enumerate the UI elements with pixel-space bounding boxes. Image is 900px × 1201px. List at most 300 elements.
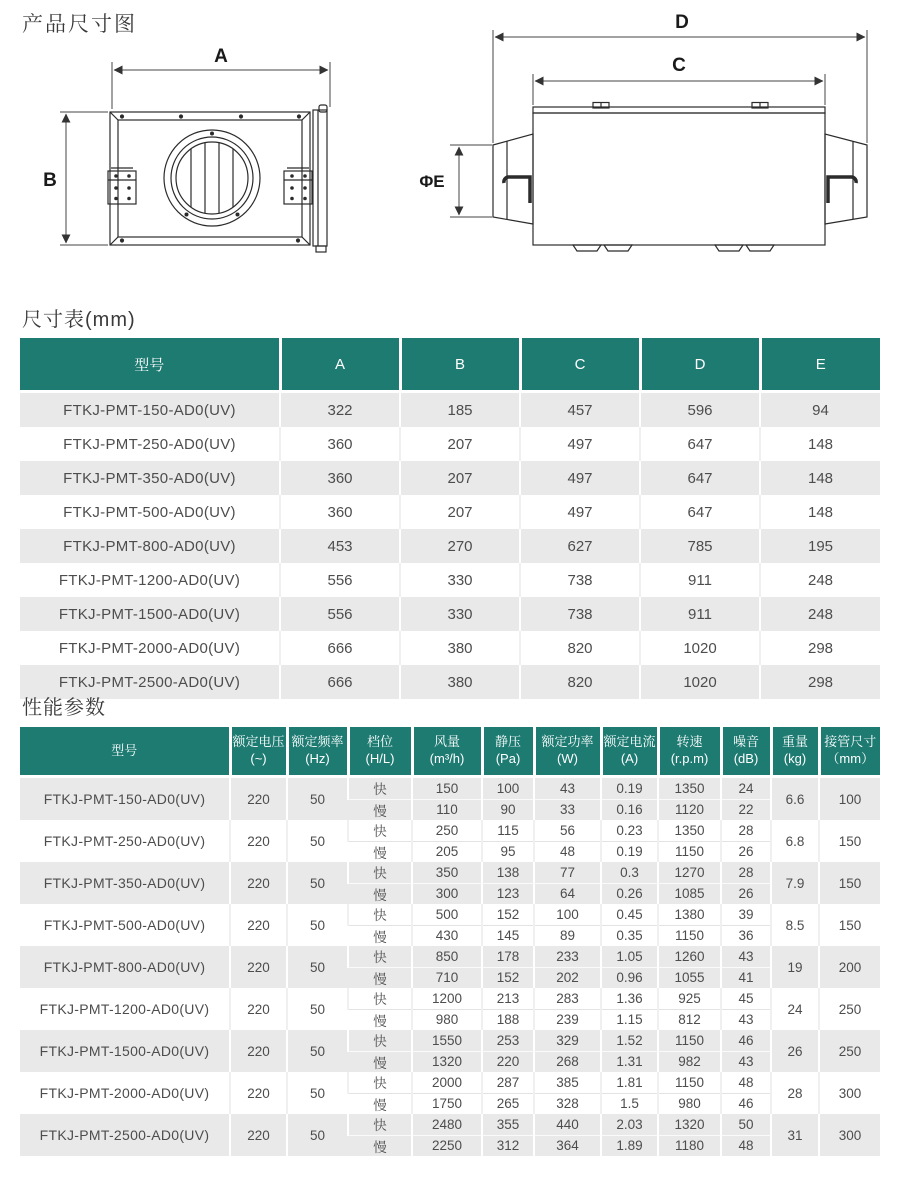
perf-value-cell: 980 <box>658 1093 721 1114</box>
perf-value-cell: 43 <box>534 777 601 800</box>
perf-weight-cell: 6.6 <box>771 777 819 821</box>
perf-frequency-cell: 50 <box>287 1030 348 1072</box>
perf-value-cell: 239 <box>534 1009 601 1030</box>
perf-column-unit: (kg) <box>783 751 807 766</box>
perf-gear-fast-cell: 快 <box>348 862 412 883</box>
perf-value-cell: 188 <box>482 1009 534 1030</box>
perf-column-unit: (H/L) <box>365 751 395 766</box>
page-title: 产品尺寸图 <box>22 13 137 36</box>
perf-value-cell: 1270 <box>658 862 721 883</box>
dim-value-cell: 207 <box>400 495 520 529</box>
dim-value-cell: 207 <box>400 461 520 495</box>
perf-value-cell: 41 <box>721 967 771 988</box>
dim-table-row <box>20 563 880 597</box>
perf-value-cell: 385 <box>534 1072 601 1093</box>
dim-table-row <box>20 631 880 665</box>
dim-table-row <box>20 392 880 428</box>
perf-table-row-fast <box>20 988 880 1009</box>
perf-frequency-cell: 50 <box>287 862 348 904</box>
dim-table-row <box>20 495 880 529</box>
perf-gear-fast-cell: 快 <box>348 904 412 925</box>
performance-section-title: 性能参数 <box>22 697 106 719</box>
perf-value-cell: 110 <box>412 799 482 820</box>
perf-column-unit: (~) <box>250 751 267 766</box>
dim-value-cell: 270 <box>400 529 520 563</box>
perf-value-cell: 980 <box>412 1009 482 1030</box>
dim-table-row <box>20 665 880 699</box>
front-view-drawing <box>108 105 327 252</box>
perf-duct-size-cell: 250 <box>819 1030 880 1072</box>
perf-column-title: 额定功率 <box>541 734 594 750</box>
perf-weight-cell: 19 <box>771 946 819 988</box>
perf-value-cell: 300 <box>412 883 482 904</box>
perf-gear-slow-cell: 慢 <box>348 1135 412 1156</box>
dim-value-cell: 596 <box>640 392 760 428</box>
perf-weight-cell: 7.9 <box>771 862 819 904</box>
dim-table-head-row <box>20 338 880 392</box>
dim-model-cell: FTKJ-PMT-1500-AD0(UV) <box>20 597 280 631</box>
dim-value-cell: 647 <box>640 495 760 529</box>
perf-value-cell: 178 <box>482 946 534 967</box>
perf-gear-slow-cell: 慢 <box>348 967 412 988</box>
perf-model-cell: FTKJ-PMT-800-AD0(UV) <box>20 946 230 988</box>
perf-value-cell: 329 <box>534 1030 601 1051</box>
perf-value-cell: 430 <box>412 925 482 946</box>
dim-value-cell: 738 <box>520 563 640 597</box>
perf-duct-size-cell: 150 <box>819 904 880 946</box>
perf-voltage-cell: 220 <box>230 946 287 988</box>
perf-value-cell: 1.52 <box>601 1030 658 1051</box>
perf-value-cell: 1260 <box>658 946 721 967</box>
perf-column-unit: (dB) <box>733 751 759 766</box>
perf-value-cell: 100 <box>534 904 601 925</box>
perf-value-cell: 95 <box>482 841 534 862</box>
perf-value-cell: 0.23 <box>601 820 658 841</box>
perf-frequency-cell: 50 <box>287 946 348 988</box>
dim-value-cell: 820 <box>520 631 640 665</box>
perf-value-cell: 50 <box>721 1114 771 1135</box>
perf-value-cell: 1150 <box>658 1072 721 1093</box>
dim-value-cell: 330 <box>400 597 520 631</box>
perf-table-row-fast <box>20 862 880 883</box>
dim-model-cell: FTKJ-PMT-1200-AD0(UV) <box>20 563 280 597</box>
perf-value-cell: 268 <box>534 1051 601 1072</box>
perf-value-cell: 24 <box>721 777 771 800</box>
perf-value-cell: 1150 <box>658 925 721 946</box>
perf-duct-size-cell: 100 <box>819 777 880 821</box>
perf-voltage-cell: 220 <box>230 777 287 821</box>
perf-model-cell: FTKJ-PMT-2000-AD0(UV) <box>20 1072 230 1114</box>
perf-value-cell: 48 <box>721 1072 771 1093</box>
perf-gear-slow-cell: 慢 <box>348 1009 412 1030</box>
perf-value-cell: 33 <box>534 799 601 820</box>
perf-column-header <box>287 727 348 777</box>
perf-column-unit: (W) <box>557 751 578 766</box>
perf-model-cell: FTKJ-PMT-150-AD0(UV) <box>20 777 230 821</box>
perf-value-cell: 1.15 <box>601 1009 658 1030</box>
dim-value-cell: 195 <box>760 529 880 563</box>
perf-value-cell: 1320 <box>658 1114 721 1135</box>
perf-frequency-cell: 50 <box>287 1114 348 1156</box>
dim-model-cell: FTKJ-PMT-500-AD0(UV) <box>20 495 280 529</box>
perf-value-cell: 145 <box>482 925 534 946</box>
perf-weight-cell: 28 <box>771 1072 819 1114</box>
perf-value-cell: 1150 <box>658 841 721 862</box>
perf-value-cell: 350 <box>412 862 482 883</box>
dim-value-cell: 248 <box>760 597 880 631</box>
perf-value-cell: 150 <box>412 777 482 800</box>
dimension-table <box>20 338 880 699</box>
perf-column-header <box>412 727 482 777</box>
perf-value-cell: 43 <box>721 1009 771 1030</box>
perf-frequency-cell: 50 <box>287 904 348 946</box>
perf-value-cell: 90 <box>482 799 534 820</box>
perf-value-cell: 100 <box>482 777 534 800</box>
perf-value-cell: 233 <box>534 946 601 967</box>
dim-label-C: C <box>672 55 686 76</box>
perf-value-cell: 1.5 <box>601 1093 658 1114</box>
perf-table-row-fast <box>20 777 880 800</box>
perf-column-title: 额定电流 <box>603 734 656 750</box>
perf-voltage-cell: 220 <box>230 988 287 1030</box>
perf-value-cell: 45 <box>721 988 771 1009</box>
dim-value-cell: 647 <box>640 461 760 495</box>
perf-value-cell: 812 <box>658 1009 721 1030</box>
perf-value-cell: 1120 <box>658 799 721 820</box>
perf-column-header <box>819 727 880 777</box>
perf-column-unit: (r.p.m) <box>670 751 709 766</box>
dim-value-cell: 911 <box>640 597 760 631</box>
perf-table-row-fast <box>20 1072 880 1093</box>
perf-value-cell: 202 <box>534 967 601 988</box>
perf-model-cell: FTKJ-PMT-250-AD0(UV) <box>20 820 230 862</box>
perf-value-cell: 364 <box>534 1135 601 1156</box>
perf-column-unit: (Pa) <box>495 751 521 766</box>
perf-value-cell: 1550 <box>412 1030 482 1051</box>
dimension-section-title: 尺寸表(mm) <box>22 309 136 331</box>
perf-column-title: 静压 <box>494 734 521 750</box>
perf-value-cell: 312 <box>482 1135 534 1156</box>
perf-value-cell: 1180 <box>658 1135 721 1156</box>
perf-value-cell: 1.89 <box>601 1135 658 1156</box>
perf-duct-size-cell: 300 <box>819 1114 880 1156</box>
dim-value-cell: 298 <box>760 665 880 699</box>
dim-value-cell: 666 <box>280 631 400 665</box>
perf-duct-size-cell: 200 <box>819 946 880 988</box>
dim-column-header: A <box>280 338 400 392</box>
perf-value-cell: 56 <box>534 820 601 841</box>
dim-table-row <box>20 597 880 631</box>
dim-value-cell: 1020 <box>640 665 760 699</box>
perf-model-cell: FTKJ-PMT-2500-AD0(UV) <box>20 1114 230 1156</box>
dim-value-cell: 457 <box>520 392 640 428</box>
perf-value-cell: 28 <box>721 862 771 883</box>
perf-value-cell: 253 <box>482 1030 534 1051</box>
perf-value-cell: 26 <box>721 841 771 862</box>
dim-value-cell: 666 <box>280 665 400 699</box>
perf-value-cell: 43 <box>721 946 771 967</box>
perf-value-cell: 1.31 <box>601 1051 658 1072</box>
perf-column-title: 转速 <box>676 734 703 750</box>
performance-table <box>20 727 880 1156</box>
perf-voltage-cell: 220 <box>230 820 287 862</box>
perf-value-cell: 43 <box>721 1051 771 1072</box>
dim-value-cell: 148 <box>760 461 880 495</box>
perf-column-unit: (Hz) <box>305 751 330 766</box>
dim-value-cell: 497 <box>520 495 640 529</box>
perf-value-cell: 138 <box>482 862 534 883</box>
dim-value-cell: 322 <box>280 392 400 428</box>
perf-gear-fast-cell: 快 <box>348 1114 412 1135</box>
perf-value-cell: 213 <box>482 988 534 1009</box>
perf-value-cell: 39 <box>721 904 771 925</box>
perf-value-cell: 1150 <box>658 1030 721 1051</box>
perf-value-cell: 0.19 <box>601 841 658 862</box>
perf-value-cell: 287 <box>482 1072 534 1093</box>
perf-voltage-cell: 220 <box>230 1072 287 1114</box>
perf-value-cell: 1.05 <box>601 946 658 967</box>
perf-gear-fast-cell: 快 <box>348 988 412 1009</box>
dim-column-header: B <box>400 338 520 392</box>
perf-value-cell: 28 <box>721 820 771 841</box>
dim-label-D: D <box>675 12 689 33</box>
perf-value-cell: 115 <box>482 820 534 841</box>
perf-column-title: 噪音 <box>732 734 759 750</box>
dim-label-A: A <box>214 46 228 67</box>
perf-weight-cell: 6.8 <box>771 820 819 862</box>
perf-value-cell: 123 <box>482 883 534 904</box>
perf-gear-slow-cell: 慢 <box>348 883 412 904</box>
dim-value-cell: 820 <box>520 665 640 699</box>
perf-column-title: 接管尺寸 <box>824 734 877 750</box>
dim-column-header: E <box>760 338 880 392</box>
perf-value-cell: 1380 <box>658 904 721 925</box>
perf-gear-fast-cell: 快 <box>348 1072 412 1093</box>
perf-weight-cell: 8.5 <box>771 904 819 946</box>
perf-table-row-fast <box>20 1030 880 1051</box>
perf-table-row-fast <box>20 904 880 925</box>
dim-model-cell: FTKJ-PMT-2500-AD0(UV) <box>20 665 280 699</box>
perf-value-cell: 2480 <box>412 1114 482 1135</box>
perf-gear-slow-cell: 慢 <box>348 1093 412 1114</box>
perf-column-header <box>20 727 230 777</box>
dim-value-cell: 298 <box>760 631 880 665</box>
perf-column-header <box>721 727 771 777</box>
perf-gear-slow-cell: 慢 <box>348 841 412 862</box>
perf-column-unit: （mm） <box>826 751 875 766</box>
perf-model-cell: FTKJ-PMT-1200-AD0(UV) <box>20 988 230 1030</box>
perf-model-cell: FTKJ-PMT-1500-AD0(UV) <box>20 1030 230 1072</box>
perf-value-cell: 500 <box>412 904 482 925</box>
perf-weight-cell: 31 <box>771 1114 819 1156</box>
perf-column-header <box>771 727 819 777</box>
dim-label-phi-E: ΦE <box>419 172 445 191</box>
perf-gear-slow-cell: 慢 <box>348 925 412 946</box>
perf-value-cell: 26 <box>721 883 771 904</box>
dim-table-row <box>20 427 880 461</box>
dim-value-cell: 785 <box>640 529 760 563</box>
perf-value-cell: 925 <box>658 988 721 1009</box>
perf-table-row-fast <box>20 946 880 967</box>
dim-value-cell: 148 <box>760 495 880 529</box>
perf-value-cell: 205 <box>412 841 482 862</box>
perf-value-cell: 0.3 <box>601 862 658 883</box>
perf-value-cell: 1350 <box>658 820 721 841</box>
dim-value-cell: 453 <box>280 529 400 563</box>
perf-gear-slow-cell: 慢 <box>348 1051 412 1072</box>
perf-column-title: 型号 <box>111 742 138 758</box>
dim-value-cell: 1020 <box>640 631 760 665</box>
dim-value-cell: 380 <box>400 665 520 699</box>
perf-value-cell: 36 <box>721 925 771 946</box>
dim-value-cell: 148 <box>760 427 880 461</box>
side-view-drawing <box>493 103 867 252</box>
dim-value-cell: 497 <box>520 461 640 495</box>
perf-value-cell: 0.96 <box>601 967 658 988</box>
perf-value-cell: 22 <box>721 799 771 820</box>
perf-value-cell: 64 <box>534 883 601 904</box>
dim-value-cell: 360 <box>280 461 400 495</box>
dim-model-cell: FTKJ-PMT-350-AD0(UV) <box>20 461 280 495</box>
dim-value-cell: 360 <box>280 427 400 461</box>
perf-frequency-cell: 50 <box>287 820 348 862</box>
dim-value-cell: 380 <box>400 631 520 665</box>
dim-model-cell: FTKJ-PMT-2000-AD0(UV) <box>20 631 280 665</box>
perf-column-title: 风量 <box>433 734 460 750</box>
perf-column-unit: (A) <box>620 751 639 766</box>
perf-value-cell: 1.81 <box>601 1072 658 1093</box>
perf-value-cell: 1200 <box>412 988 482 1009</box>
perf-frequency-cell: 50 <box>287 988 348 1030</box>
perf-weight-cell: 26 <box>771 1030 819 1072</box>
perf-value-cell: 1085 <box>658 883 721 904</box>
right-bracket <box>284 168 312 204</box>
perf-duct-size-cell: 150 <box>819 820 880 862</box>
perf-voltage-cell: 220 <box>230 1030 287 1072</box>
perf-gear-fast-cell: 快 <box>348 1030 412 1051</box>
perf-value-cell: 77 <box>534 862 601 883</box>
perf-value-cell: 220 <box>482 1051 534 1072</box>
perf-value-cell: 2000 <box>412 1072 482 1093</box>
dim-value-cell: 330 <box>400 563 520 597</box>
perf-value-cell: 0.26 <box>601 883 658 904</box>
perf-value-cell: 283 <box>534 988 601 1009</box>
perf-value-cell: 0.16 <box>601 799 658 820</box>
perf-value-cell: 250 <box>412 820 482 841</box>
dim-value-cell: 738 <box>520 597 640 631</box>
perf-frequency-cell: 50 <box>287 777 348 821</box>
perf-model-cell: FTKJ-PMT-350-AD0(UV) <box>20 862 230 904</box>
product-dimension-drawing <box>0 0 900 300</box>
dim-value-cell: 627 <box>520 529 640 563</box>
perf-column-header <box>348 727 412 777</box>
perf-value-cell: 152 <box>482 967 534 988</box>
perf-duct-size-cell: 250 <box>819 988 880 1030</box>
perf-value-cell: 328 <box>534 1093 601 1114</box>
dim-value-cell: 647 <box>640 427 760 461</box>
perf-value-cell: 1350 <box>658 777 721 800</box>
dim-column-header: D <box>640 338 760 392</box>
perf-column-header <box>601 727 658 777</box>
perf-value-cell: 48 <box>534 841 601 862</box>
dim-model-cell: FTKJ-PMT-150-AD0(UV) <box>20 392 280 428</box>
perf-value-cell: 1.36 <box>601 988 658 1009</box>
perf-column-title: 档位 <box>366 734 393 750</box>
perf-duct-size-cell: 150 <box>819 862 880 904</box>
perf-voltage-cell: 220 <box>230 1114 287 1156</box>
perf-column-title: 重量 <box>781 734 808 750</box>
perf-gear-slow-cell: 慢 <box>348 799 412 820</box>
perf-value-cell: 355 <box>482 1114 534 1135</box>
perf-value-cell: 2.03 <box>601 1114 658 1135</box>
dim-model-cell: FTKJ-PMT-800-AD0(UV) <box>20 529 280 563</box>
perf-gear-fast-cell: 快 <box>348 777 412 800</box>
perf-value-cell: 0.45 <box>601 904 658 925</box>
dim-table-row <box>20 529 880 563</box>
perf-column-unit: (m³/h) <box>429 751 465 766</box>
perf-model-cell: FTKJ-PMT-500-AD0(UV) <box>20 904 230 946</box>
left-bracket <box>108 168 136 204</box>
perf-frequency-cell: 50 <box>287 1072 348 1114</box>
perf-table-row-fast <box>20 1114 880 1135</box>
perf-value-cell: 1320 <box>412 1051 482 1072</box>
perf-value-cell: 46 <box>721 1030 771 1051</box>
perf-value-cell: 710 <box>412 967 482 988</box>
perf-voltage-cell: 220 <box>230 904 287 946</box>
dim-table-row <box>20 461 880 495</box>
dim-value-cell: 497 <box>520 427 640 461</box>
perf-column-title: 额定电压 <box>232 734 285 750</box>
dim-column-header: 型号 <box>20 338 280 392</box>
dim-label-B: B <box>43 170 57 191</box>
perf-column-header <box>482 727 534 777</box>
perf-value-cell: 152 <box>482 904 534 925</box>
perf-value-cell: 265 <box>482 1093 534 1114</box>
perf-value-cell: 982 <box>658 1051 721 1072</box>
perf-value-cell: 1750 <box>412 1093 482 1114</box>
dim-value-cell: 94 <box>760 392 880 428</box>
perf-value-cell: 0.35 <box>601 925 658 946</box>
perf-table-head-row <box>20 727 880 777</box>
perf-duct-size-cell: 300 <box>819 1072 880 1114</box>
perf-value-cell: 46 <box>721 1093 771 1114</box>
perf-table-row-fast <box>20 820 880 841</box>
dim-value-cell: 556 <box>280 563 400 597</box>
dim-model-cell: FTKJ-PMT-250-AD0(UV) <box>20 427 280 461</box>
dim-value-cell: 207 <box>400 427 520 461</box>
perf-value-cell: 48 <box>721 1135 771 1156</box>
dim-value-cell: 248 <box>760 563 880 597</box>
perf-value-cell: 440 <box>534 1114 601 1135</box>
dim-value-cell: 360 <box>280 495 400 529</box>
dim-value-cell: 556 <box>280 597 400 631</box>
perf-value-cell: 89 <box>534 925 601 946</box>
dim-table-body <box>20 392 880 700</box>
perf-value-cell: 850 <box>412 946 482 967</box>
perf-value-cell: 0.19 <box>601 777 658 800</box>
perf-weight-cell: 24 <box>771 988 819 1030</box>
dim-value-cell: 911 <box>640 563 760 597</box>
perf-voltage-cell: 220 <box>230 862 287 904</box>
perf-value-cell: 2250 <box>412 1135 482 1156</box>
perf-column-title: 额定频率 <box>291 734 344 750</box>
perf-column-header <box>658 727 721 777</box>
perf-gear-fast-cell: 快 <box>348 946 412 967</box>
perf-value-cell: 1055 <box>658 967 721 988</box>
perf-table-body <box>20 777 880 1157</box>
dim-value-cell: 185 <box>400 392 520 428</box>
dim-column-header: C <box>520 338 640 392</box>
